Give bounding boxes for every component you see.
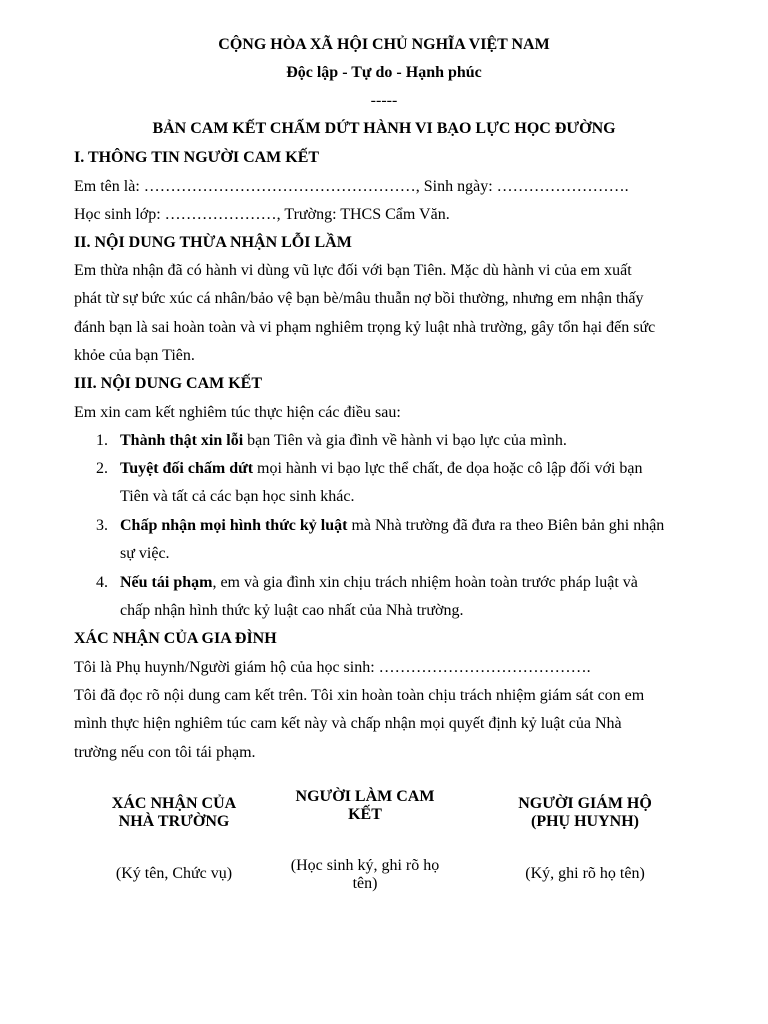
section2-heading: II. NỘI DUNG THỪA NHẬN LỖI LẦM [74, 234, 352, 251]
list-item-number: 3. [96, 517, 108, 534]
guardian-signature-title [490, 795, 680, 831]
list-item-emphasis: Chấp nhận mọi hình thức kỷ luật [120, 517, 348, 534]
student-name-line: Em tên là: ……………………………………………, Sinh ngày: ……………………. [74, 178, 629, 195]
admission-line: phát từ sự bức xúc cá nhân/bảo vệ bạn bè/mâu thuẫn nợ bồi thường, nhưng em nhận thấy [74, 290, 644, 307]
list-item [120, 573, 638, 593]
admission-line: khỏe của bạn Tiên. [74, 347, 195, 364]
section1-heading: I. THÔNG TIN NGƯỜI CAM KẾT [74, 149, 320, 166]
student-title-line: NGƯỜI LÀM CAM [295, 788, 435, 805]
motto: Độc lập - Tự do - Hạnh phúc [286, 64, 482, 81]
guardian-signature-note: (Ký, ghi rõ họ tên) [525, 865, 645, 882]
document-title: BẢN CAM KẾT CHẤM DỨT HÀNH VI BẠO LỰC HỌC ĐƯỜNG [152, 120, 616, 137]
guardian-statement-line: mình thực hiện nghiêm túc cam kết này và chấp nhận mọi quyết định kỷ luật của Nhà [74, 715, 622, 732]
school-signature-title [84, 795, 264, 831]
list-item-number: 2. [96, 460, 108, 477]
guardian-statement-line: Tôi đã đọc rõ nội dung cam kết trên. Tôi xin hoàn toàn chịu trách nhiệm giám sát con em [74, 687, 645, 704]
section3-heading: III. NỘI DUNG CAM KẾT [74, 375, 263, 392]
guardian-title-line: NGƯỜI GIÁM HỘ [518, 795, 652, 812]
list-item-text: bạn Tiên và gia đình về hành vi bạo lực của mình. [243, 432, 567, 449]
admission-line: đánh bạn là sai hoàn toàn và vi phạm nghiêm trọng kỷ luật nhà trường, gây tổn hại đến sức [74, 319, 656, 336]
header-divider: ----- [370, 92, 398, 109]
school-signature-note: (Ký tên, Chức vụ) [115, 865, 233, 882]
list-item-emphasis: Thành thật xin lỗi [120, 432, 244, 449]
guardian-line: Tôi là Phụ huynh/Người giám hộ của học sinh: …………………………………. [74, 659, 591, 676]
list-item-text: mà Nhà trường đã đưa ra theo Biên bản ghi nhận [347, 517, 665, 534]
list-item-emphasis: Tuyệt đối chấm dứt [120, 460, 254, 477]
guardian-title-line: (PHỤ HUYNH) [531, 813, 639, 830]
list-item-continuation: chấp nhận hình thức kỷ luật cao nhất của Nhà trường. [120, 602, 464, 619]
list-item [120, 516, 664, 536]
admission-line: Em thừa nhận đã có hành vi dùng vũ lực đối với bạn Tiên. Mặc dù hành vi của em xuất [74, 262, 632, 279]
list-item-continuation: Tiên và tất cả các bạn học sinh khác. [120, 488, 355, 505]
family-heading: XÁC NHẬN CỦA GIA ĐÌNH [74, 630, 277, 647]
commitment-intro: Em xin cam kết nghiêm túc thực hiện các điều sau: [74, 404, 401, 421]
school-title-line: XÁC NHẬN CỦA [111, 795, 237, 812]
student-title-line: KẾT [348, 806, 382, 823]
list-item-text: mọi hành vi bạo lực thể chất, đe dọa hoặc cô lập đối với bạn [253, 460, 643, 477]
list-item-continuation: sự việc. [120, 545, 170, 562]
student-signature-title [270, 788, 460, 824]
student-note-line: tên) [352, 875, 378, 892]
list-item-text: , em và gia đình xin chịu trách nhiệm hoàn toàn trước pháp luật và [212, 574, 638, 591]
school-title-line: NHÀ TRƯỜNG [118, 813, 230, 830]
country-name: CỘNG HÒA XÃ HỘI CHỦ NGHĨA VIỆT NAM [218, 36, 550, 53]
student-note-line: (Học sinh ký, ghi rõ họ [290, 857, 440, 874]
list-item [120, 459, 643, 479]
guardian-statement-line: trường nếu con tôi tái phạm. [74, 744, 256, 761]
list-item [120, 431, 567, 451]
list-item-number: 1. [96, 432, 108, 449]
list-item-emphasis: Nếu tái phạm [120, 574, 213, 591]
list-item-number: 4. [96, 574, 108, 591]
student-class-line: Học sinh lớp: …………………, Trường: THCS Cẩm Văn. [74, 206, 450, 223]
student-signature-note [270, 857, 460, 893]
